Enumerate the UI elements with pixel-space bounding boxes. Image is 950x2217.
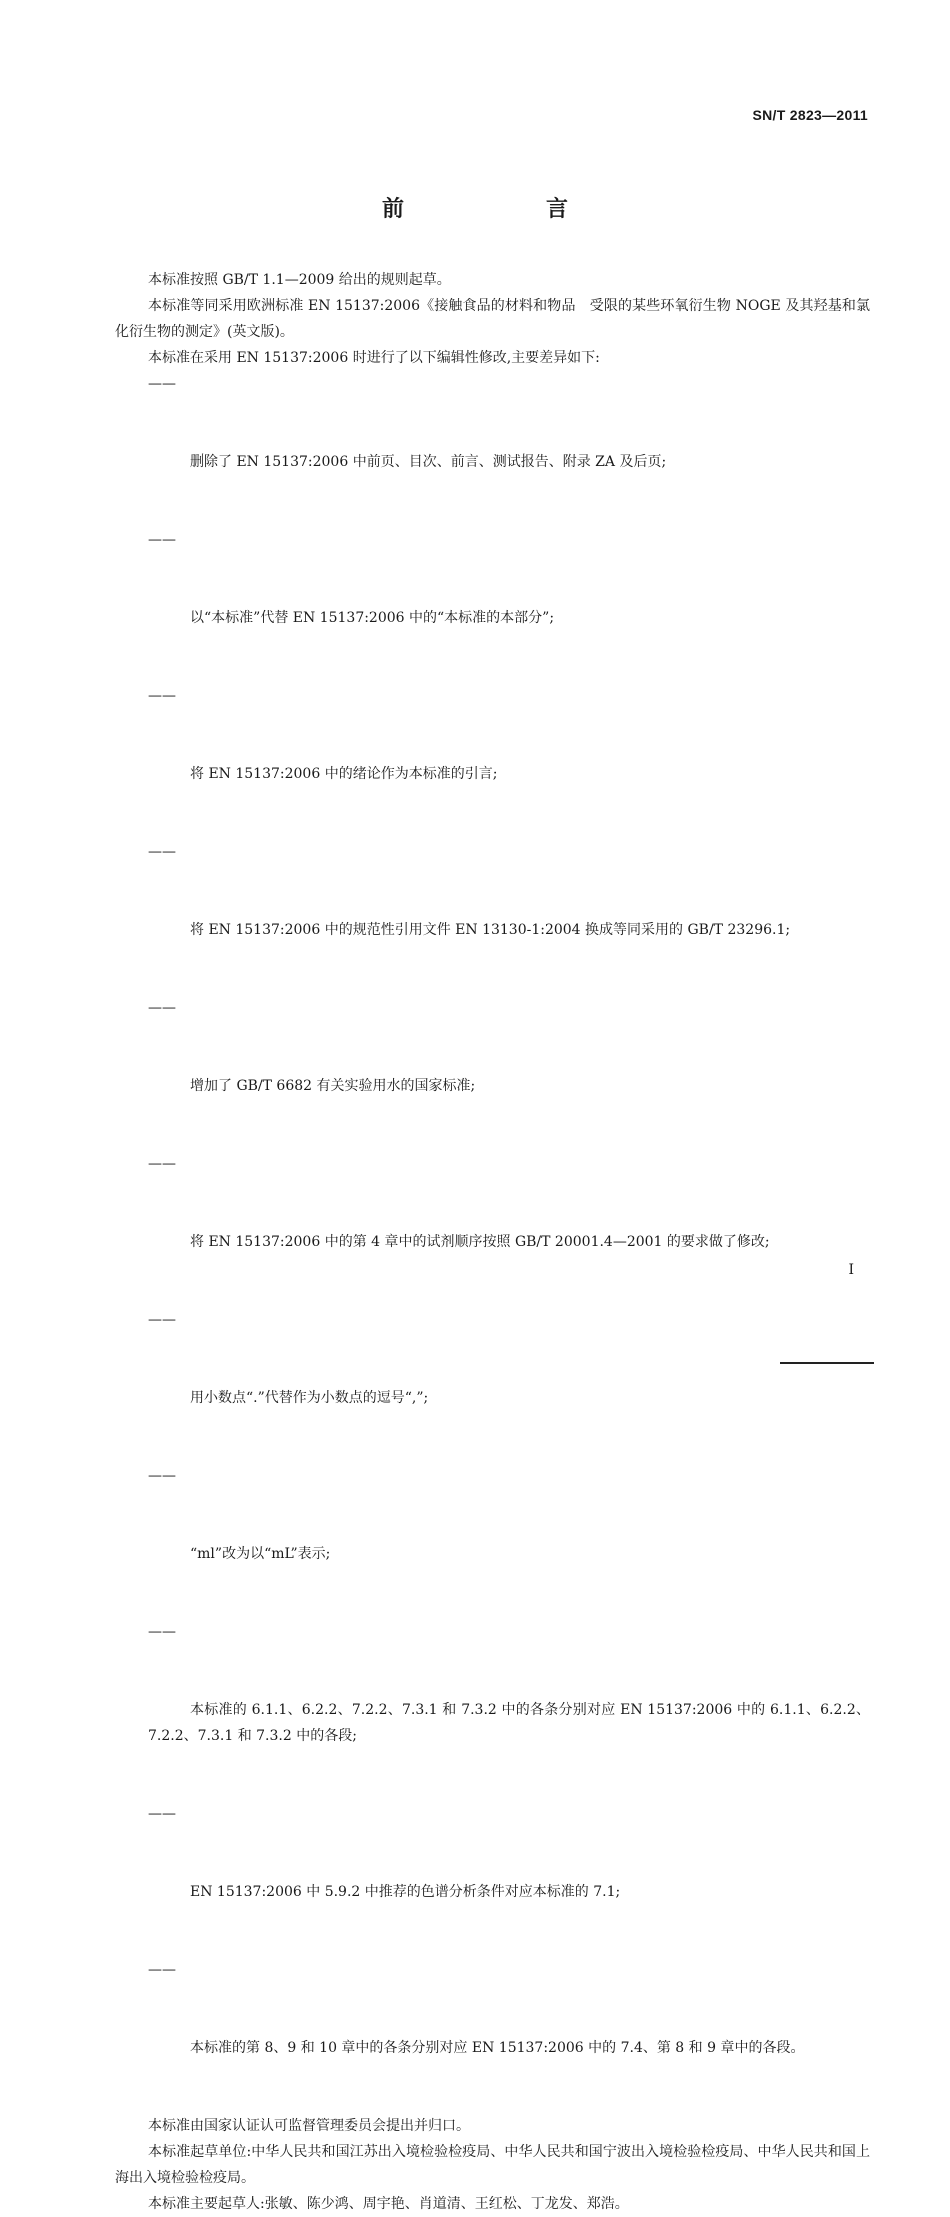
list-item-text: 本标准的第 8、9 和 10 章中的各条分别对应 EN 15137:2006 中的 7.4、第 8 和 9 章中的各段。 xyxy=(190,2040,805,2056)
foreword-body xyxy=(115,267,870,2217)
list-item xyxy=(115,839,870,995)
list-item-text: “ml”改为以“mL”表示; xyxy=(190,1546,331,1562)
paragraph-modifications-intro: 本标准在采用 EN 15137:2006 时进行了以下编辑性修改,主要差异如下: xyxy=(148,350,600,366)
list-item-text: 将 EN 15137:2006 中的绪论作为本标准的引言; xyxy=(190,766,498,782)
dash-marker: —— xyxy=(148,1000,176,1016)
list-item-text: 将 EN 15137:2006 中的规范性引用文件 EN 13130-1:2004 换成等同采用的 GB/T 23296.1; xyxy=(190,922,791,938)
dash-marker: —— xyxy=(148,376,176,392)
list-item-text: 将 EN 15137:2006 中的第 4 章中的试剂顺序按照 GB/T 20001.4—2001 的要求做了修改; xyxy=(190,1234,770,1250)
standard-code: SN/T 2823—2011 xyxy=(752,107,868,123)
dash-marker: —— xyxy=(148,688,176,704)
list-item-text: 增加了 GB/T 6682 有关实验用水的国家标准; xyxy=(190,1078,476,1094)
list-item-text: 用小数点“.”代替作为小数点的逗号“,”; xyxy=(190,1390,429,1406)
page-title: 前 言 xyxy=(381,197,628,222)
list-item xyxy=(115,527,870,683)
dash-marker: —— xyxy=(148,1806,176,1822)
dash-marker: —— xyxy=(148,1312,176,1328)
list-item-text: 本标准的 6.1.1、6.2.2、7.2.2、7.3.1 和 7.3.2 中的各条分别对应 EN 15137:2006 中的 6.1.1、6.2.2、7.2.2、7.3.1 和 7.3.2 中的各段; xyxy=(148,1702,870,1744)
list-item xyxy=(115,1801,870,1957)
dash-marker: —— xyxy=(148,532,176,548)
paragraph-drafting-units: 本标准起草单位:中华人民共和国江苏出入境检验检疫局、中华人民共和国宁波出入境检验检疫局、中华人民共和国上海出入境检验检疫局。 xyxy=(115,2144,870,2186)
list-item xyxy=(115,1619,870,1801)
paragraph-proposer: 本标准由国家认证认可监督管理委员会提出并归口。 xyxy=(148,2118,470,2134)
paragraph-drafters: 本标准主要起草人:张敏、陈少鸿、周宇艳、肖道清、王红松、丁龙发、郑浩。 xyxy=(148,2196,629,2212)
bottom-rule xyxy=(780,1362,874,1364)
list-item xyxy=(115,371,870,527)
list-item xyxy=(115,995,870,1151)
list-item xyxy=(115,1151,870,1307)
paragraph-drafting-rules: 本标准按照 GB/T 1.1—2009 给出的规则起草。 xyxy=(148,272,451,288)
dash-marker: —— xyxy=(148,1468,176,1484)
dash-marker: —— xyxy=(148,1156,176,1172)
list-item xyxy=(115,683,870,839)
list-item xyxy=(115,1957,870,2113)
page-number: I xyxy=(848,1262,854,1278)
list-item-text: 删除了 EN 15137:2006 中前页、目次、前言、测试报告、附录 ZA 及后页; xyxy=(190,454,667,470)
dash-marker: —— xyxy=(148,844,176,860)
dash-marker: —— xyxy=(148,1624,176,1640)
list-item-text: 以“本标准”代替 EN 15137:2006 中的“本标准的本部分”; xyxy=(190,610,555,626)
list-item xyxy=(115,1307,870,1463)
dash-marker: —— xyxy=(148,1962,176,1978)
list-item-text: EN 15137:2006 中 5.9.2 中推荐的色谱分析条件对应本标准的 7.1; xyxy=(190,1884,621,1900)
list-item xyxy=(115,1463,870,1619)
paragraph-adoption: 本标准等同采用欧洲标准 EN 15137:2006《接触食品的材料和物品 受限的某些环氧衍生物 NOGE 及其羟基和氯化衍生物的测定》(英文版)。 xyxy=(115,298,870,340)
